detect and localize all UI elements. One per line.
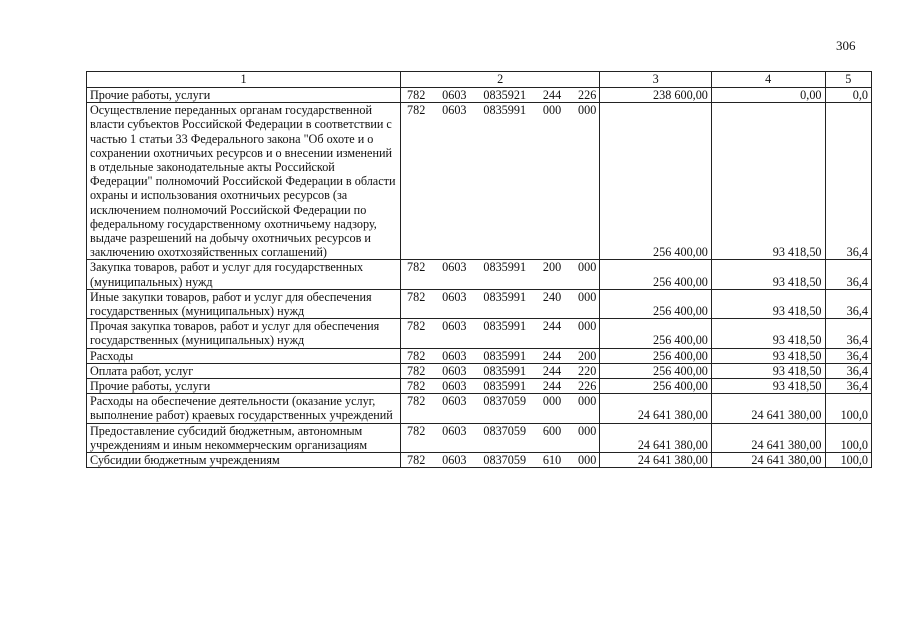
row-name-cell: Субсидии бюджетным учреждениям <box>87 453 401 468</box>
table-row <box>87 319 872 348</box>
row-name-cell: Расходы на обеспечение деятельности (оказание услуг, выполнение работ) краевых государственных учреждений <box>87 394 401 423</box>
target-code: 0835991 <box>483 260 527 275</box>
section-code: 0603 <box>442 423 467 438</box>
row-code-cell <box>401 103 600 260</box>
row-value-col-5: 36,4 <box>825 260 872 289</box>
row-code-cell <box>401 379 600 394</box>
table-row <box>87 348 872 363</box>
admin-code: 782 <box>407 103 426 118</box>
expense-type-code: 600 <box>542 423 562 438</box>
admin-code: 782 <box>407 423 426 438</box>
row-name-cell: Прочие работы, услуги <box>87 88 401 103</box>
row-name-cell: Осуществление переданных органам государственной власти субъектов Российской Федерации в соответствии с частью 1 статьи 33 Федерального закона "Об охоте и о сохранении охотничьих ресурсов и о внесении изменений в отдельные законодательные акты Российской Федерации" полномочий Российской Федерации в области охраны и использования охотничьих ресурсов (за исключением полномочий Российской Федерации по федеральному государственному охотничьему надзору, выдаче разрешений на добычу охотничьих ресурсов и заключению охотхозяйственных соглашений) <box>87 103 401 260</box>
row-name-cell: Прочая закупка товаров, работ и услуг для обеспечения государственных (муниципальных) нужд <box>87 319 401 348</box>
table-row <box>87 423 872 452</box>
table-row <box>87 453 872 468</box>
row-code-cell <box>401 289 600 318</box>
kosgu-code: 000 <box>578 103 597 118</box>
row-code-cell <box>401 453 600 468</box>
target-code: 0837059 <box>483 423 527 438</box>
page-number: 306 <box>836 38 856 53</box>
section-code: 0603 <box>442 394 467 409</box>
row-value-col-3: 256 400,00 <box>600 379 712 394</box>
table-row <box>87 260 872 289</box>
target-code: 0835991 <box>483 103 527 118</box>
row-name-cell: Расходы <box>87 348 401 363</box>
target-code: 0835991 <box>483 363 527 378</box>
budget-code <box>401 290 599 304</box>
target-code: 0835991 <box>483 319 527 334</box>
kosgu-code: 226 <box>578 88 597 102</box>
row-value-col-3: 238 600,00 <box>600 88 712 103</box>
row-value-col-5: 36,4 <box>825 363 872 378</box>
row-value-col-5: 100,0 <box>825 423 872 452</box>
row-value-col-5: 36,4 <box>825 379 872 394</box>
header-col-4: 4 <box>711 72 825 88</box>
admin-code: 782 <box>407 453 426 468</box>
row-value-col-4: 93 418,50 <box>711 260 825 289</box>
admin-code: 782 <box>407 379 426 394</box>
row-value-col-4: 93 418,50 <box>711 379 825 394</box>
row-value-col-4: 93 418,50 <box>711 363 825 378</box>
section-code: 0603 <box>442 103 467 118</box>
section-code: 0603 <box>442 348 467 363</box>
row-value-col-3: 24 641 380,00 <box>600 453 712 468</box>
admin-code: 782 <box>407 88 426 102</box>
budget-code <box>401 424 599 438</box>
budget-code <box>401 364 599 378</box>
row-value-col-4: 93 418,50 <box>711 319 825 348</box>
kosgu-code: 000 <box>578 319 597 334</box>
section-code: 0603 <box>442 379 467 394</box>
row-name-cell: Прочие работы, услуги <box>87 379 401 394</box>
budget-code <box>401 319 599 333</box>
target-code: 0837059 <box>483 453 527 468</box>
section-code: 0603 <box>442 289 467 304</box>
kosgu-code: 000 <box>578 260 597 275</box>
row-value-col-4: 93 418,50 <box>711 103 825 260</box>
expense-type-code: 240 <box>542 289 562 304</box>
section-code: 0603 <box>442 453 467 468</box>
row-code-cell <box>401 319 600 348</box>
budget-code <box>401 453 599 467</box>
table-row <box>87 103 872 260</box>
row-value-col-4: 0,00 <box>711 88 825 103</box>
row-value-col-5: 36,4 <box>825 319 872 348</box>
row-value-col-5: 100,0 <box>825 394 872 423</box>
row-value-col-3: 24 641 380,00 <box>600 423 712 452</box>
row-value-col-5: 100,0 <box>825 453 872 468</box>
row-code-cell <box>401 363 600 378</box>
section-code: 0603 <box>442 88 467 102</box>
budget-code <box>401 349 599 363</box>
header-col-3: 3 <box>600 72 712 88</box>
row-value-col-4: 93 418,50 <box>711 289 825 318</box>
header-col-5: 5 <box>825 72 872 88</box>
expense-type-code: 244 <box>542 363 562 378</box>
admin-code: 782 <box>407 260 426 275</box>
kosgu-code: 220 <box>578 363 597 378</box>
row-name-cell: Иные закупки товаров, работ и услуг для обеспечения государственных (муниципальных) нужд <box>87 289 401 318</box>
expense-type-code: 244 <box>542 319 562 334</box>
row-value-col-3: 24 641 380,00 <box>600 394 712 423</box>
kosgu-code: 000 <box>578 289 597 304</box>
expense-type-code: 244 <box>542 88 562 102</box>
table-header-row <box>87 72 872 88</box>
admin-code: 782 <box>407 394 426 409</box>
row-value-col-3: 256 400,00 <box>600 363 712 378</box>
table-row <box>87 289 872 318</box>
budget-code <box>401 394 599 408</box>
row-value-col-4: 24 641 380,00 <box>711 394 825 423</box>
expense-type-code: 000 <box>542 394 562 409</box>
row-value-col-5: 0,0 <box>825 88 872 103</box>
row-value-col-5: 36,4 <box>825 289 872 318</box>
expense-type-code: 244 <box>542 348 562 363</box>
table-row <box>87 394 872 423</box>
budget-code <box>401 260 599 274</box>
row-name-cell: Предоставление субсидий бюджетным, автономным учреждениям и иным некоммерческим организациям <box>87 423 401 452</box>
kosgu-code: 000 <box>578 394 597 409</box>
target-code: 0835921 <box>483 88 527 102</box>
header-col-2: 2 <box>401 72 600 88</box>
kosgu-code: 226 <box>578 379 597 394</box>
section-code: 0603 <box>442 319 467 334</box>
target-code: 0835991 <box>483 379 527 394</box>
kosgu-code: 000 <box>578 423 597 438</box>
header-col-1: 1 <box>87 72 401 88</box>
expense-type-code: 200 <box>542 260 562 275</box>
budget-code <box>401 88 599 102</box>
admin-code: 782 <box>407 348 426 363</box>
row-code-cell <box>401 348 600 363</box>
row-value-col-3: 256 400,00 <box>600 260 712 289</box>
admin-code: 782 <box>407 363 426 378</box>
row-value-col-3: 256 400,00 <box>600 348 712 363</box>
row-name-cell: Закупка товаров, работ и услуг для государственных (муниципальных) нужд <box>87 260 401 289</box>
row-value-col-5: 36,4 <box>825 348 872 363</box>
budget-code <box>401 379 599 393</box>
row-value-col-4: 93 418,50 <box>711 348 825 363</box>
kosgu-code: 200 <box>578 348 597 363</box>
row-value-col-3: 256 400,00 <box>600 319 712 348</box>
budget-code <box>401 103 599 117</box>
table-row <box>87 88 872 103</box>
row-value-col-3: 256 400,00 <box>600 289 712 318</box>
row-code-cell <box>401 88 600 103</box>
table-row <box>87 363 872 378</box>
row-value-col-3: 256 400,00 <box>600 103 712 260</box>
target-code: 0835991 <box>483 348 527 363</box>
admin-code: 782 <box>407 289 426 304</box>
target-code: 0835991 <box>483 289 527 304</box>
row-value-col-5: 36,4 <box>825 103 872 260</box>
row-value-col-4: 24 641 380,00 <box>711 423 825 452</box>
row-name-cell: Оплата работ, услуг <box>87 363 401 378</box>
row-value-col-4: 24 641 380,00 <box>711 453 825 468</box>
row-code-cell <box>401 423 600 452</box>
table-row <box>87 379 872 394</box>
budget-table <box>86 71 872 468</box>
row-code-cell <box>401 260 600 289</box>
expense-type-code: 000 <box>542 103 562 118</box>
expense-type-code: 244 <box>542 379 562 394</box>
row-code-cell <box>401 394 600 423</box>
target-code: 0837059 <box>483 394 527 409</box>
kosgu-code: 000 <box>578 453 597 468</box>
section-code: 0603 <box>442 260 467 275</box>
expense-type-code: 610 <box>542 453 562 468</box>
section-code: 0603 <box>442 363 467 378</box>
admin-code: 782 <box>407 319 426 334</box>
